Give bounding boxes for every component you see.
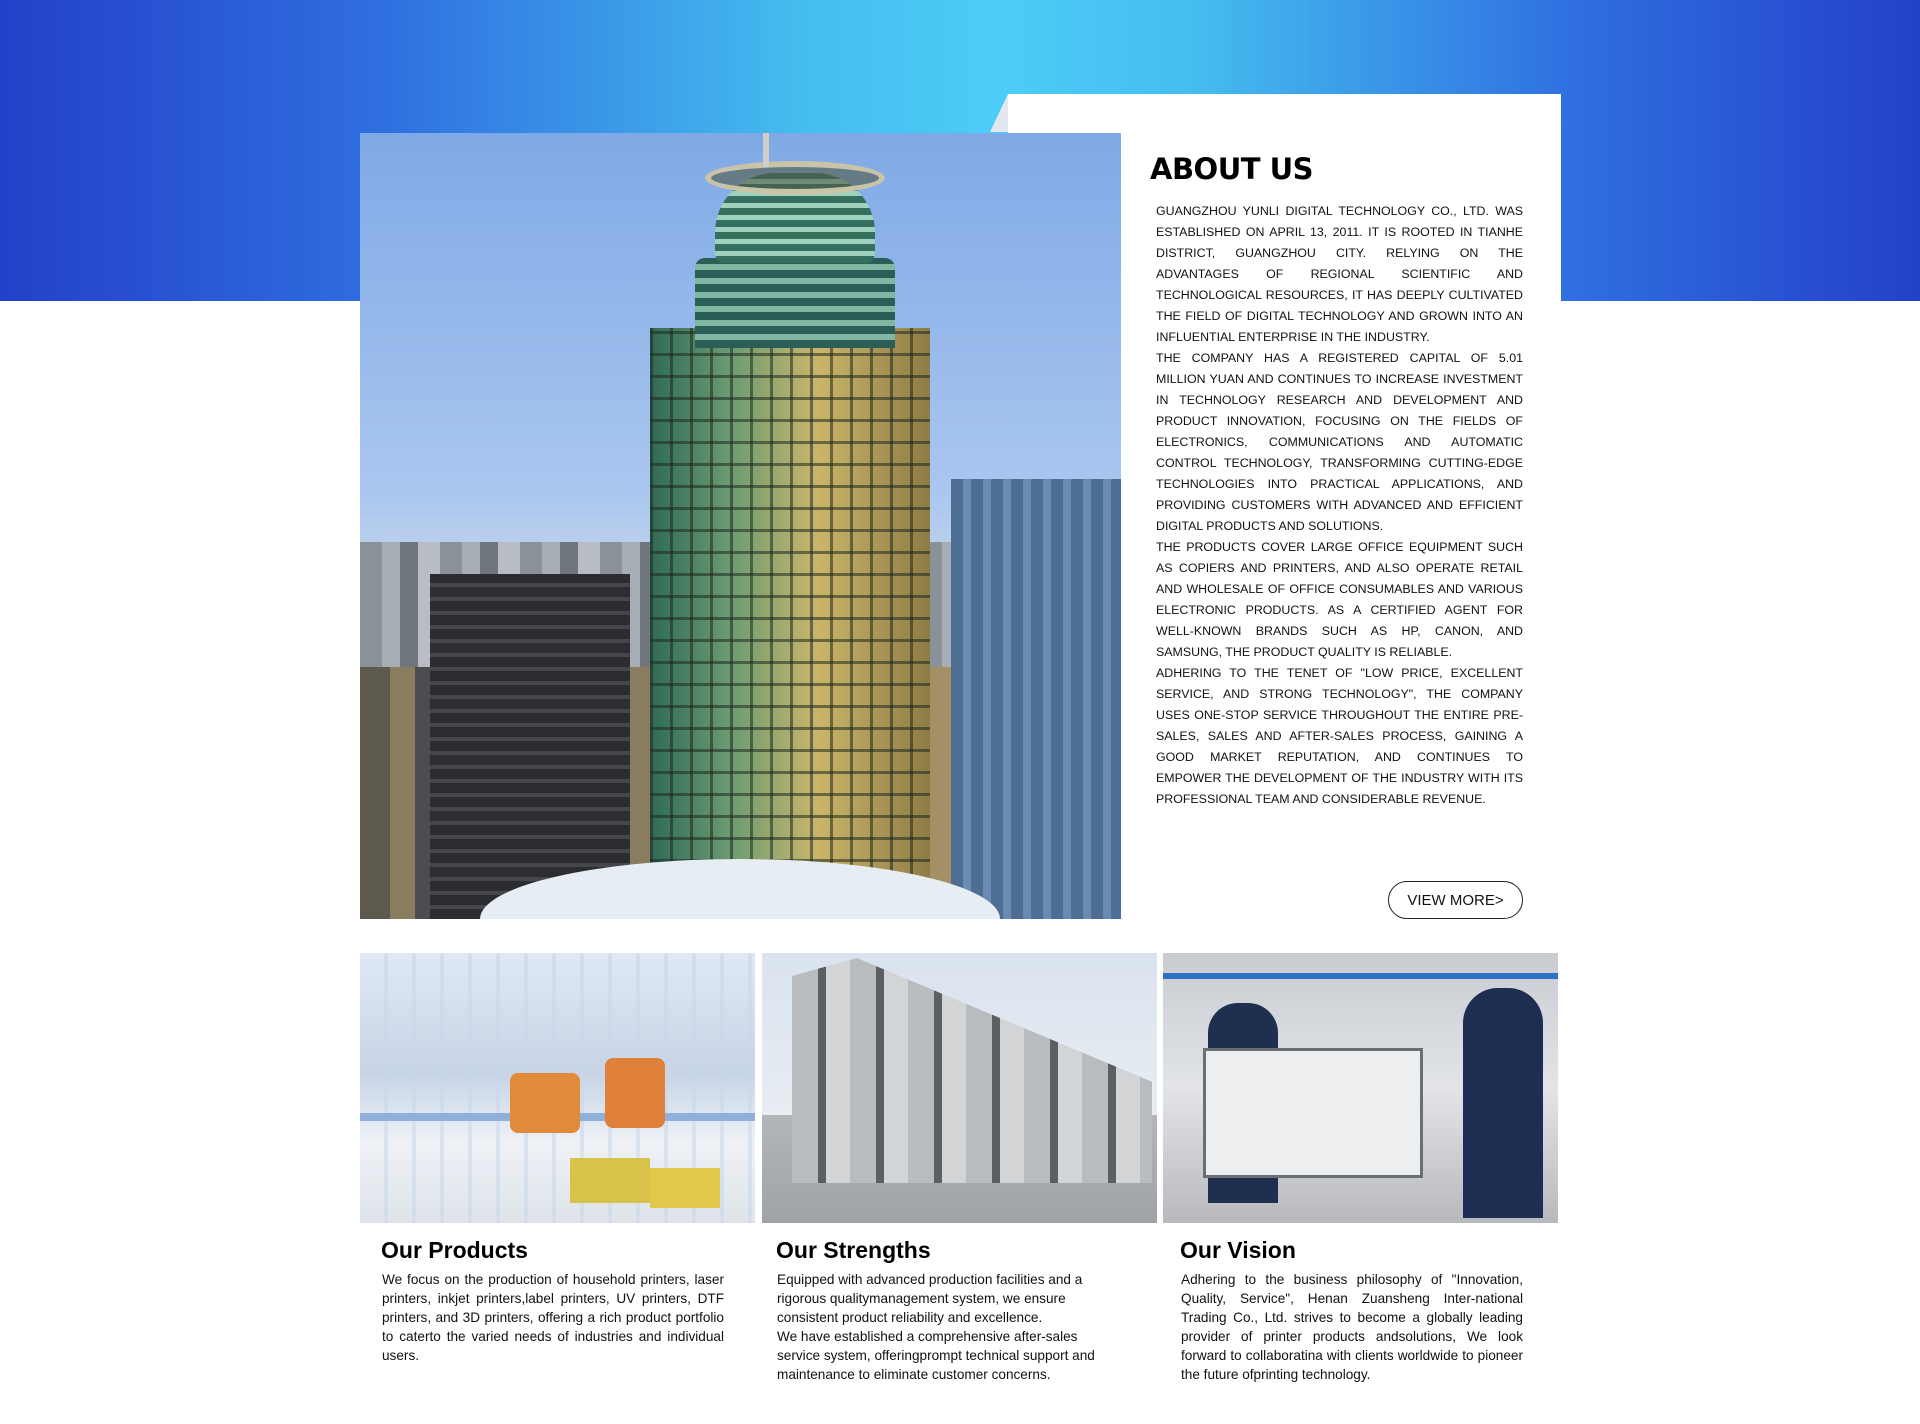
strengths-title: Our Strengths	[776, 1237, 931, 1263]
about-body	[1156, 201, 1523, 810]
uv-printer	[1203, 1048, 1423, 1178]
about-paragraph: THE COMPANY HAS A REGISTERED CAPITAL OF 5.01 MILLION YUAN AND CONTINUES TO INCREASE INVESTMENT IN TECHNOLOGY RESEARCH AND DEVELOPMENT AND PRODUCT INNOVATION, FOCUSING ON THE FIELDS OF ELECTRONICS, COMMUNICATIONS AND AUTOMATIC CONTROL TECHNOLOGY, TRANSFORMING CUTTING-EDGE TECHNOLOGIES INTO PRACTICAL APPLICATIONS, AND PROVIDING CUSTOMERS WITH ADVANCED AND EFFICIENT DIGITAL PRODUCTS AND SOLUTIONS.	[1156, 351, 1523, 533]
products-title: Our Products	[381, 1237, 528, 1263]
about-paragraph: ADHERING TO THE TENET OF "LOW PRICE, EXCELLENT SERVICE, AND STRONG TECHNOLOGY", THE COMPANY USES ONE-STOP SERVICE THROUGHOUT THE ENTIRE PRE-SALES, SALES AND AFTER-SALES PROCESS, GAINING A GOOD MARKET REPUTATION, AND CONTINUES TO EMPOWER THE DEVELOPMENT OF THE INDUSTRY WITH ITS PROFESSIONAL TEAM AND CONSIDERABLE REVENUE.	[1156, 666, 1523, 806]
products-text: We focus on the production of household printers, laser printers, inkjet printers,label printers, UV printers, DTF printers, and 3D printers, offering a rich product portfolio to caterto the varied needs of industries and individual users.	[382, 1272, 724, 1363]
strengths-text	[777, 1270, 1117, 1384]
blue-glass-tower	[951, 479, 1121, 919]
factory-building	[792, 958, 1152, 1183]
main-tower-body	[650, 328, 930, 919]
main-tower-mid	[695, 258, 895, 348]
vision-text: Adhering to the business philosophy of "Innovation, Quality, Service", Henan Zuansheng Inter-national Trading Co., Ltd. strives to become a globally leading provider of printer products andsolutions, We look forward to collaboratina with clients worldwide to pioneer the future ofprinting technology.	[1181, 1272, 1523, 1382]
workshop-shelf	[1163, 973, 1558, 979]
main-tower-ring	[705, 161, 885, 195]
about-paragraph: THE PRODUCTS COVER LARGE OFFICE EQUIPMENT SUCH AS COPIERS AND PRINTERS, AND ALSO OPERATE RETAIL AND WHOLESALE OF OFFICE CONSUMABLES AND VARIOUS ELECTRONIC PRODUCTS. AS A CERTIFIED AGENT FOR WELL-KNOWN BRANDS SUCH AS HP, CANON, AND SAMSUNG, THE PRODUCT QUALITY IS RELIABLE.	[1156, 540, 1523, 659]
strengths-text-1: Equipped with advanced production facilities and a rigorous qualitymanagement system, we ensure consistent product reliability and excellence.	[777, 1272, 1083, 1325]
dark-building	[430, 574, 630, 919]
vision-workshop-photo	[1163, 953, 1558, 1223]
yellow-cart	[570, 1158, 650, 1203]
robot-arm	[510, 1073, 580, 1133]
strengths-building-photo	[762, 953, 1157, 1223]
about-title: ABOUT US	[1150, 152, 1314, 186]
technician	[1463, 988, 1543, 1218]
card-corner-decoration	[990, 94, 1008, 132]
view-more-button[interactable]: VIEW MORE>	[1388, 881, 1523, 919]
company-tower-photo	[360, 133, 1121, 919]
strengths-text-2: We have established a comprehensive after-sales service system, offeringprompt technical support and maintenance to eliminate customer concerns.	[777, 1329, 1095, 1382]
products-factory-photo	[360, 953, 755, 1223]
tower-antenna	[763, 133, 769, 167]
about-paragraph: GUANGZHOU YUNLI DIGITAL TECHNOLOGY CO., LTD. WAS ESTABLISHED ON APRIL 13, 2011. IT IS ROOTED IN TIANHE DISTRICT, GUANGZHOU CITY. RELYING ON THE ADVANTAGES OF REGIONAL SCIENTIFIC AND TECHNOLOGICAL RESOURCES, IT HAS DEEPLY CULTIVATED THE FIELD OF DIGITAL TECHNOLOGY AND GROWN INTO AN INFLUENTIAL ENTERPRISE IN THE INDUSTRY.	[1156, 204, 1523, 344]
robot-arm	[605, 1058, 665, 1128]
vision-title: Our Vision	[1180, 1237, 1296, 1263]
yellow-cart	[650, 1168, 720, 1208]
